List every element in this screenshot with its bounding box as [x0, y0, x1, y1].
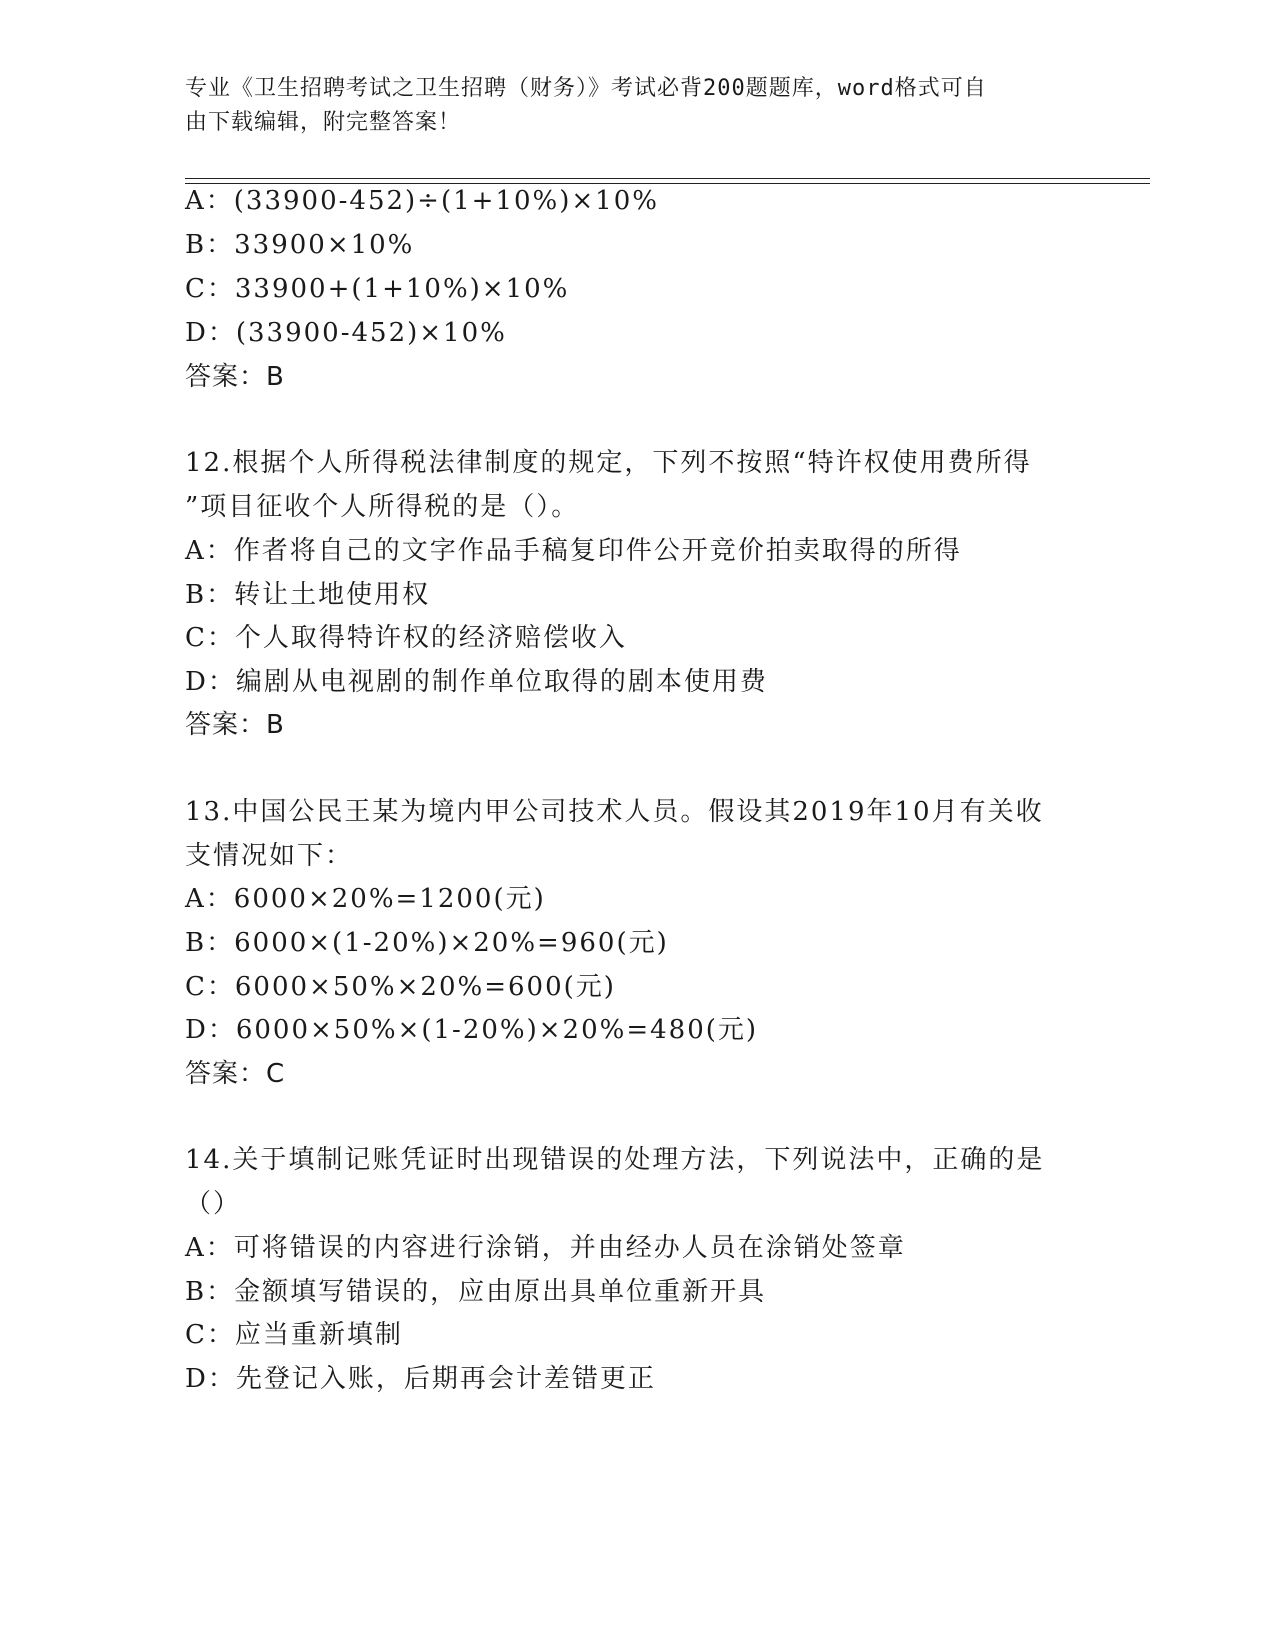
q12-stem-line-2: ”项目征收个人所得税的是（）。	[185, 492, 580, 522]
q12-answer: 答案：B	[185, 710, 285, 740]
q12-option-b: B：转让土地使用权	[185, 580, 431, 610]
q13-option-b: B：6000×(1-20%)×20%=960(元)	[185, 928, 669, 958]
q14-option-b: B：金额填写错误的，应由原出具单位重新开具	[185, 1277, 767, 1307]
q13-option-a: A：6000×20%=1200(元)	[185, 884, 546, 914]
q12-option-d: D：编剧从电视剧的制作单位取得的剧本使用费	[185, 667, 768, 697]
q12-option-a: A：作者将自己的文字作品手稿复印件公开竞价拍卖取得的所得	[185, 536, 962, 566]
q11-answer: 答案：B	[185, 362, 285, 392]
q11-option-b: B：33900×10%	[185, 230, 415, 260]
q12-option-c: C：个人取得特许权的经济赔偿收入	[185, 623, 627, 653]
q13-answer: 答案：C	[185, 1059, 286, 1089]
q12-stem-line-1: 12.根据个人所得税法律制度的规定，下列不按照“特许权使用费所得	[185, 448, 1032, 478]
q14-option-a: A：可将错误的内容进行涂销，并由经办人员在涂销处签章	[185, 1233, 906, 1263]
q11-option-a: A：(33900-452)÷(1+10%)×10%	[185, 186, 659, 216]
header-line-2: 由下载编辑，附完整答案！	[185, 110, 462, 135]
document-header	[185, 72, 1055, 140]
q13-stem-line-1: 13.中国公民王某为境内甲公司技术人员。假设其2019年10月有关收	[185, 797, 1044, 827]
q11-option-c: C：33900+(1+10%)×10%	[185, 274, 570, 304]
q14-option-d: D：先登记入账，后期再会计差错更正	[185, 1364, 656, 1394]
header-line-1: 专业《卫生招聘考试之卫生招聘（财务）》考试必背200题题库，word格式可自	[185, 76, 987, 101]
q11-option-d: D：(33900-452)×10%	[185, 318, 507, 348]
q13-stem-line-2: 支情况如下：	[185, 841, 354, 871]
q13-option-d: D：6000×50%×(1-20%)×20%=480(元)	[185, 1015, 759, 1045]
q14-option-c: C：应当重新填制	[185, 1320, 403, 1350]
q13-option-c: C：6000×50%×20%=600(元)	[185, 972, 616, 1002]
q14-stem-line-2: （）	[185, 1189, 242, 1219]
q14-stem-line-1: 14.关于填制记账凭证时出现错误的处理方法，下列说法中，正确的是	[185, 1145, 1045, 1175]
header-divider-top	[185, 178, 1150, 179]
